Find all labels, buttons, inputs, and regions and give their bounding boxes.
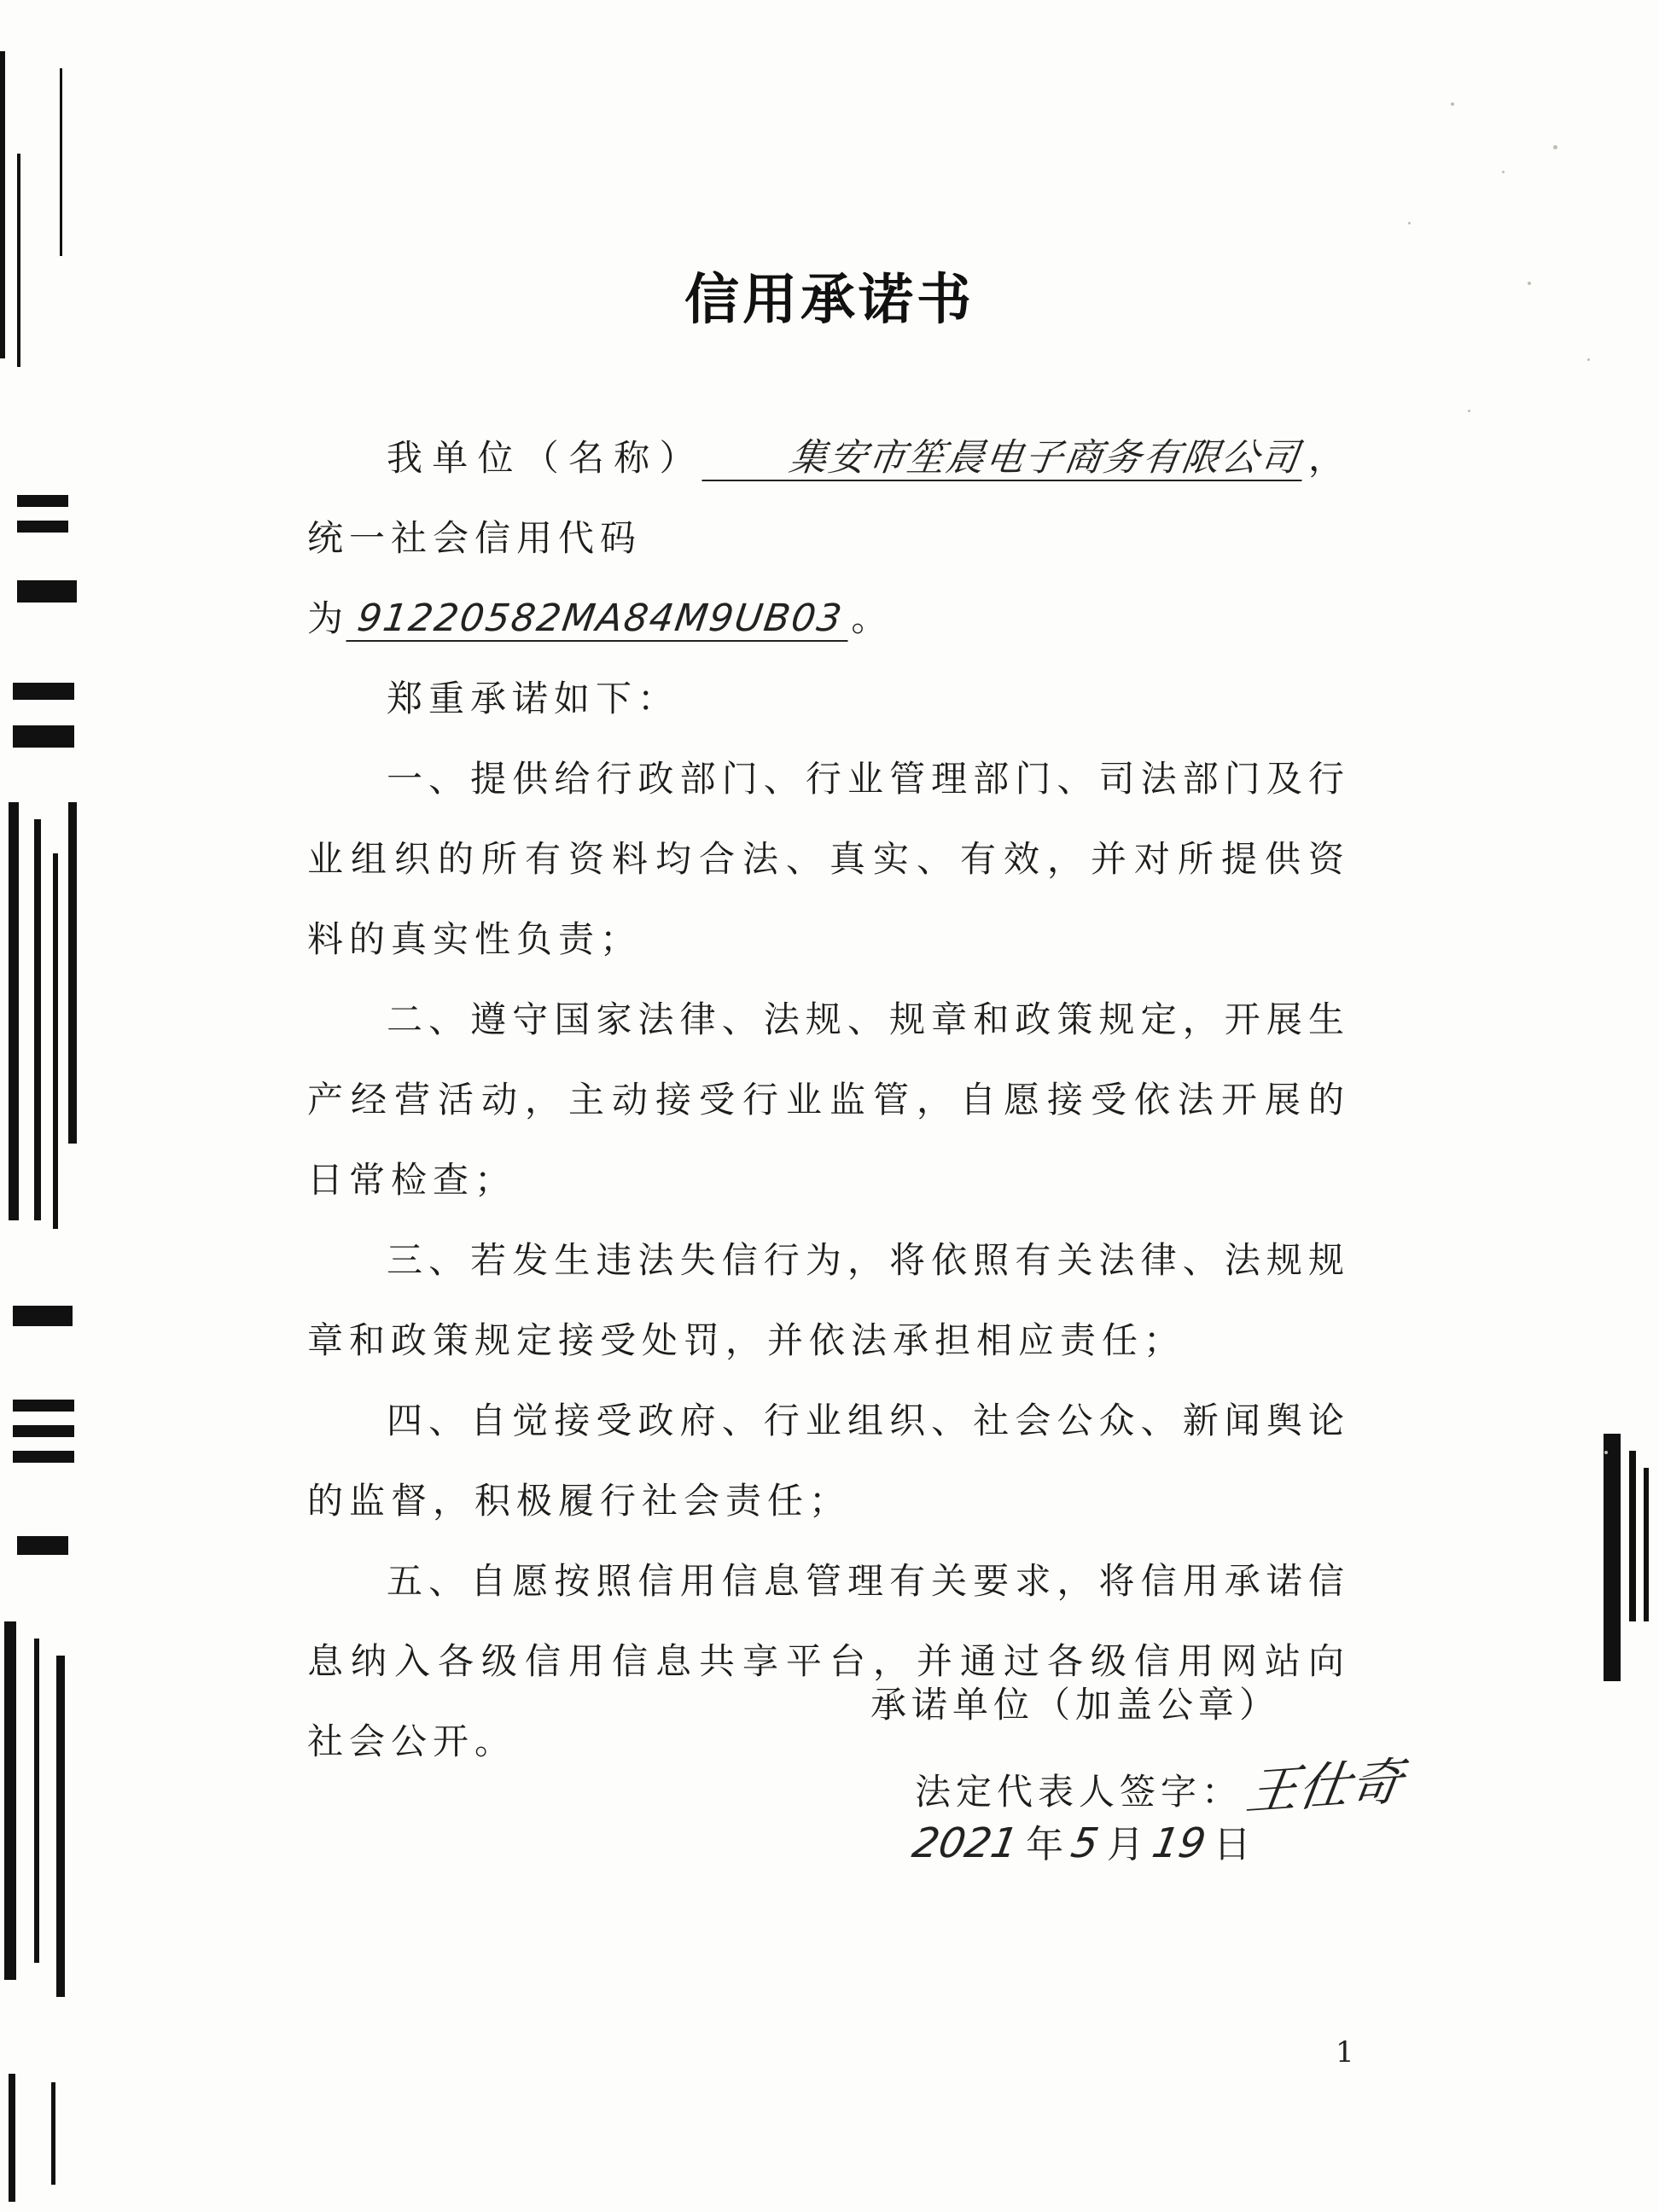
date-month: 5 — [1068, 1819, 1103, 1867]
credit-code-line — [307, 579, 1350, 659]
company-name-handwritten: 集安市笙晨电子商务有限公司 — [701, 437, 1307, 481]
commitment-item-4: 四、自觉接受政府、行业组织、社会公众、新闻舆论的监督，积极履行社会责任； — [307, 1400, 1350, 1522]
intro-suffix: 。 — [851, 597, 894, 639]
date-day: 19 — [1148, 1819, 1209, 1867]
commitment-item-3: 三、若发生违法失信行为，将依照有关法律、法规规章和政策规定接受处罚，并依法承担相应责任； — [307, 1239, 1350, 1361]
lead-in: 郑重承诺如下： — [387, 678, 680, 719]
commitment-item-2: 二、遵守国家法律、法规、规章和政策规定，开展生产经营活动，主动接受行业监管，自愿接受依法开展的日常检查； — [307, 998, 1350, 1201]
date-year: 2021 — [909, 1819, 1022, 1867]
scan-right-artifacts — [1599, 1434, 1659, 1690]
document-body — [307, 418, 1350, 1782]
signing-date — [909, 1813, 1260, 1868]
date-day-unit: 日 — [1213, 1823, 1251, 1866]
intro-paragraph: 我单位（名称） 集安市笙晨电子商务有限公司，统一社会信用代码 — [307, 436, 1350, 559]
commitment-item-1: 一、提供给行政部门、行业管理部门、司法部门及行业组织的所有资料均合法、真实、有效，并对所提供资料的真实性负责； — [307, 758, 1350, 960]
legal-rep-signature: 王仕奇 — [1242, 1751, 1407, 1823]
unit-seal-label: 承诺单位（加盖公章） — [870, 1684, 1281, 1726]
intro-prefix: 我单位（名称） — [387, 437, 705, 479]
legal-rep-label: 法定代表人签字： — [915, 1771, 1243, 1813]
code-prefix: 为 — [307, 597, 350, 639]
document-title: 信用承诺书 — [684, 269, 975, 332]
date-month-unit: 月 — [1106, 1823, 1144, 1866]
credit-code-handwritten: 91220582MA84M9UB03 — [346, 597, 854, 642]
signature-block — [870, 1664, 1407, 1828]
intro-middle: 统一社会信用代码 — [307, 517, 643, 559]
commitment-item-5: 五、自愿按照信用信息管理有关要求，将信用承诺信息纳入各级信用信息共享平台，并通过各级信用网站向社会公开。 — [307, 1560, 1350, 1762]
page-number: 1 — [1336, 2035, 1354, 2069]
date-year-unit: 年 — [1026, 1823, 1064, 1866]
